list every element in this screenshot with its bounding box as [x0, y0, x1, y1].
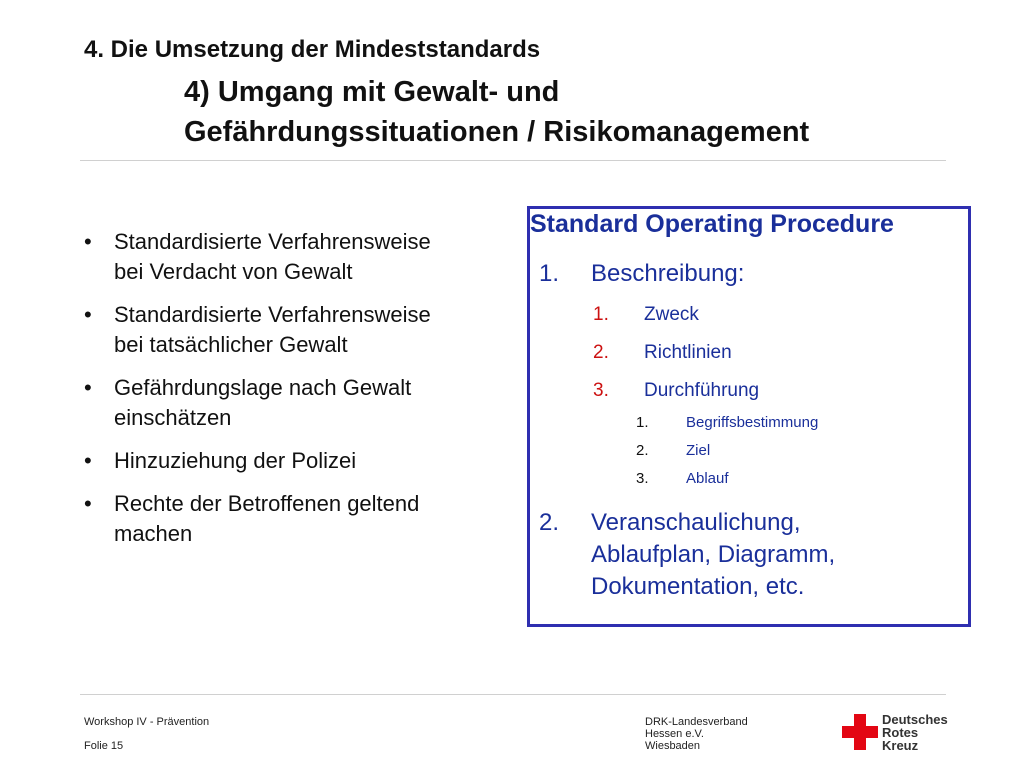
drk-logo-text — [882, 713, 948, 752]
bullet-dot: • — [84, 491, 92, 516]
sop-subsubitem-label: Ablauf — [686, 470, 729, 487]
footer-divider — [80, 694, 946, 695]
sop-subsubitem-number: 2. — [636, 442, 649, 459]
sop-item-label-line2: Ablaufplan, Diagramm, — [591, 541, 836, 568]
sop-item-label-line1: Veranschaulichung, — [591, 509, 801, 536]
sop-item-description — [539, 258, 959, 290]
sop-subitem-number: 1. — [593, 304, 609, 325]
sop-title: Standard Operating Procedure — [530, 210, 894, 238]
red-cross-logo-icon — [842, 714, 878, 750]
header-divider — [80, 160, 946, 161]
bullet-dot: • — [84, 448, 92, 473]
footer-org-line1: DRK-Landesverband — [645, 716, 748, 728]
sop-subitem-label: Durchführung — [644, 380, 760, 401]
sop-item-visualization — [539, 507, 959, 607]
bullet-item — [84, 373, 504, 433]
footer-workshop: Workshop IV - Prävention — [84, 716, 210, 728]
sop-subitem-number: 2. — [593, 342, 609, 363]
bullet-text-line2: einschätzen — [114, 405, 232, 430]
sop-subitem-label: Richtlinien — [644, 342, 732, 363]
bullet-text-line1: Rechte der Betroffenen geltend — [114, 491, 420, 516]
bullet-item — [84, 446, 504, 476]
logo-text-line3: Kreuz — [882, 738, 919, 753]
bullet-item — [84, 227, 504, 287]
bullet-item — [84, 489, 504, 549]
footer-org-line2: Hessen e.V. — [645, 728, 704, 740]
sop-item-label: Beschreibung: — [591, 260, 745, 287]
slide-subtitle-line1: 4) Umgang mit Gewalt- und — [184, 76, 560, 108]
bullet-dot: • — [84, 375, 92, 400]
bullet-dot: • — [84, 302, 92, 327]
footer-slide-number: Folie 15 — [84, 740, 124, 752]
sop-subitem-label: Zweck — [644, 304, 699, 325]
sop-subsubitem-label: Begriffsbestimmung — [686, 414, 819, 431]
bullet-text-line2: bei Verdacht von Gewalt — [114, 259, 353, 284]
logo-text-line2: Rotes — [882, 725, 919, 740]
sop-subsubitem-label: Ziel — [686, 442, 711, 459]
sop-subsubitem-number: 3. — [636, 470, 649, 487]
sop-subitem-number: 3. — [593, 380, 609, 401]
bullet-text-line1: Standardisierte Verfahrensweise — [114, 302, 431, 327]
bullet-text-line1: Standardisierte Verfahrensweise — [114, 229, 431, 254]
slide-subtitle-line2: Gefährdungssituationen / Risikomanagement — [184, 116, 810, 148]
sop-item-number: 2. — [539, 509, 560, 536]
bullet-text-line1: Hinzuziehung der Polizei — [114, 448, 357, 473]
slide-title: 4. Die Umsetzung der Mindeststandards — [84, 36, 541, 63]
sop-subsubitem-number: 1. — [636, 414, 649, 431]
bullet-item — [84, 300, 504, 360]
sop-item-label-line3: Dokumentation, etc. — [591, 573, 805, 600]
bullet-list — [84, 227, 504, 562]
bullet-dot: • — [84, 229, 92, 254]
bullet-text-line2: bei tatsächlicher Gewalt — [114, 332, 348, 357]
bullet-text-line1: Gefährdungslage nach Gewalt — [114, 375, 412, 400]
logo-text-line1: Deutsches — [882, 712, 948, 727]
sop-item-number: 1. — [539, 260, 560, 287]
footer-org-line3: Wiesbaden — [645, 740, 701, 752]
bullet-text-line2: machen — [114, 521, 193, 546]
